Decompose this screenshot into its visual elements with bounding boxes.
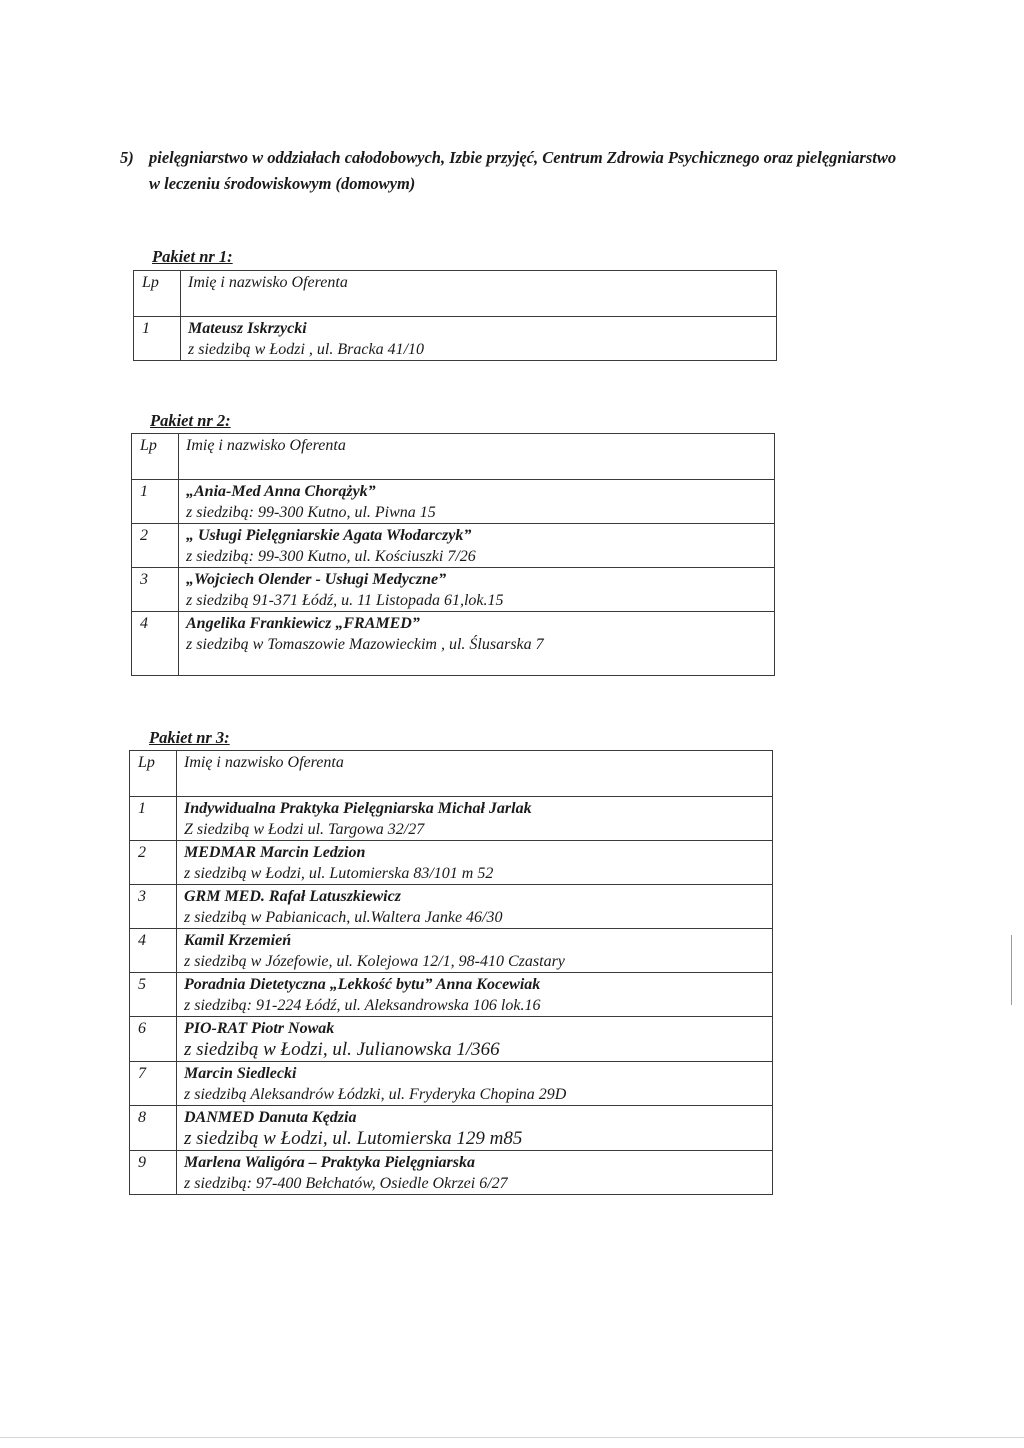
- table-row: [130, 1062, 773, 1106]
- header-lp: Lp: [132, 434, 179, 480]
- header-lp: Lp: [130, 751, 177, 797]
- offeror-name: Kamil Krzemień: [184, 932, 292, 949]
- table-header-row: [132, 434, 775, 480]
- package-1-table: [133, 270, 777, 361]
- header-name: Imię i nazwisko Oferenta: [177, 751, 773, 797]
- offeror-address: z siedzibą: 99-300 Kutno, ul. Kościuszki 7/26: [186, 548, 476, 565]
- row-lp: 7: [130, 1062, 177, 1106]
- offeror-name: Marcin Siedlecki: [184, 1065, 297, 1082]
- row-content: [177, 797, 773, 841]
- table-row: [132, 568, 775, 612]
- table-row: [130, 929, 773, 973]
- row-content: [179, 480, 775, 524]
- offeror-name: Angelika Frankiewicz „FRAMED”: [186, 615, 420, 632]
- row-content: [179, 568, 775, 612]
- package-3-title: Pakiet nr 3:: [149, 728, 230, 747]
- offeror-name: „Ania-Med Anna Chorążyk”: [186, 483, 376, 500]
- row-content: [177, 1151, 773, 1195]
- offeror-address: z siedzibą: 91-224 Łódź, ul. Aleksandrowska 106 lok.16: [184, 997, 541, 1014]
- table-header-row: [134, 271, 777, 317]
- section-heading: [120, 145, 910, 197]
- offeror-name: Indywidualna Praktyka Pielęgniarska Michał Jarlak: [184, 800, 532, 817]
- row-content: [181, 317, 777, 361]
- row-lp: 3: [130, 885, 177, 929]
- section-heading-text: pielęgniarstwo w oddziałach całodobowych, Izbie przyjęć, Centrum Zdrowia Psychicznego oraz pielęgniarstwo w leczeniu środowiskowym (domowym): [149, 148, 897, 193]
- row-content: [177, 841, 773, 885]
- offeror-name: GRM MED. Rafał Latuszkiewicz: [184, 888, 401, 905]
- offeror-name: DANMED Danuta Kędzia: [184, 1109, 357, 1126]
- offeror-name: „ Usługi Pielęgniarskie Agata Włodarczyk”: [186, 527, 472, 544]
- table-row: [134, 317, 777, 361]
- header-name: Imię i nazwisko Oferenta: [181, 271, 777, 317]
- offeror-name: Poradnia Dietetyczna „Lekkość bytu” Anna Kocewiak: [184, 976, 541, 993]
- offeror-address: z siedzibą w Łodzi, ul. Julianowska 1/366: [184, 1039, 500, 1060]
- row-lp: 1: [130, 797, 177, 841]
- row-lp: 8: [130, 1106, 177, 1151]
- row-lp: 4: [132, 612, 179, 676]
- row-lp: 1: [132, 480, 179, 524]
- table-row: [132, 480, 775, 524]
- section-number: 5): [120, 148, 134, 167]
- table-row: [130, 885, 773, 929]
- table-row: [130, 841, 773, 885]
- offeror-address: z siedzibą: 97-400 Bełchatów, Osiedle Okrzei 6/27: [184, 1175, 508, 1192]
- row-content: [177, 885, 773, 929]
- offeror-address: z siedzibą: 99-300 Kutno, ul. Piwna 15: [186, 504, 436, 521]
- header-lp: Lp: [134, 271, 181, 317]
- offeror-address: z siedzibą w Józefowie, ul. Kolejowa 12/1, 98-410 Czastary: [184, 953, 565, 970]
- offeror-address: Z siedzibą w Łodzi ul. Targowa 32/27: [184, 821, 425, 838]
- scan-edge-mark: [1011, 935, 1012, 1005]
- offeror-address: z siedzibą w Łodzi, ul. Lutomierska 83/101 m 52: [184, 865, 494, 882]
- offeror-address: z siedzibą 91-371 Łódź, u. 11 Listopada 61,lok.15: [186, 592, 504, 609]
- row-lp: 6: [130, 1017, 177, 1062]
- row-content: [179, 612, 775, 676]
- package-2-table: [131, 433, 775, 676]
- row-content: [179, 524, 775, 568]
- row-lp: 1: [134, 317, 181, 361]
- row-lp: 3: [132, 568, 179, 612]
- offeror-address: z siedzibą w Łodzi , ul. Bracka 41/10: [188, 341, 425, 358]
- row-lp: 9: [130, 1151, 177, 1195]
- row-content: [177, 1106, 773, 1151]
- table-row: [130, 1017, 773, 1062]
- table-row: [130, 797, 773, 841]
- table-row: [132, 612, 775, 676]
- row-content: [177, 973, 773, 1017]
- table-header-row: [130, 751, 773, 797]
- offeror-address: z siedzibą w Łodzi, ul. Lutomierska 129 m85: [184, 1128, 523, 1149]
- scan-bottom-edge: [0, 1437, 1024, 1438]
- offeror-address: z siedzibą Aleksandrów Łódzki, ul. Fryderyka Chopina 29D: [184, 1086, 567, 1103]
- table-row: [132, 524, 775, 568]
- table-row: [130, 1106, 773, 1151]
- offeror-name: „Wojciech Olender - Usługi Medyczne”: [186, 571, 447, 588]
- row-lp: 2: [132, 524, 179, 568]
- offeror-name: Marlena Waligóra – Praktyka Pielęgniarska: [184, 1154, 475, 1171]
- row-content: [177, 929, 773, 973]
- table-row: [130, 1151, 773, 1195]
- offeror-name: MEDMAR Marcin Ledzion: [184, 844, 366, 861]
- offeror-name: Mateusz Iskrzycki: [188, 320, 307, 337]
- table-row: [130, 973, 773, 1017]
- row-content: [177, 1062, 773, 1106]
- header-name: Imię i nazwisko Oferenta: [179, 434, 775, 480]
- offeror-name: PIO-RAT Piotr Nowak: [184, 1020, 335, 1037]
- row-content: [177, 1017, 773, 1062]
- row-lp: 2: [130, 841, 177, 885]
- offeror-address: z siedzibą w Tomaszowie Mazowieckim , ul. Ślusarska 7: [186, 636, 544, 653]
- row-lp: 5: [130, 973, 177, 1017]
- offeror-address: z siedzibą w Pabianicach, ul.Waltera Janke 46/30: [184, 909, 503, 926]
- package-2-title: Pakiet nr 2:: [150, 411, 231, 430]
- package-3-table: [129, 750, 773, 1195]
- package-1-title: Pakiet nr 1:: [152, 247, 233, 266]
- row-lp: 4: [130, 929, 177, 973]
